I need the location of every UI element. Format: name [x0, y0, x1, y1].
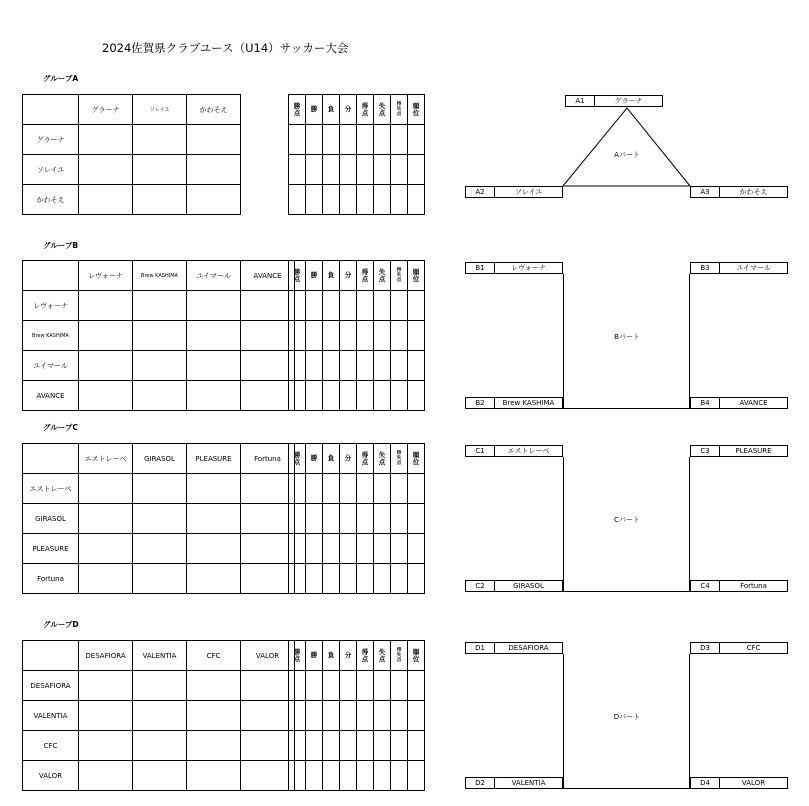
score-cell[interactable]: [133, 321, 187, 351]
score-cell[interactable]: [133, 671, 187, 701]
standings-table: [288, 443, 425, 594]
column-header: Brew KASHIMA: [133, 261, 187, 291]
stat-cell[interactable]: [289, 761, 306, 791]
bracket-line: [689, 654, 690, 789]
stat-cell[interactable]: [408, 731, 425, 761]
slot-code: A3: [691, 187, 720, 197]
slot-team-name: ソレイユ: [514, 188, 543, 196]
stat-cell[interactable]: [306, 321, 323, 351]
team-slot: [465, 642, 563, 654]
stat-cell[interactable]: [374, 761, 391, 791]
slot-team-name: Fortuna: [740, 582, 767, 590]
stat-cell[interactable]: [357, 504, 374, 534]
stat-cell[interactable]: [289, 564, 306, 594]
stat-cell[interactable]: [408, 351, 425, 381]
stat-cell[interactable]: [357, 731, 374, 761]
score-cell[interactable]: [187, 474, 241, 504]
row-header: AVANCE: [23, 381, 79, 411]
slot-code: B1: [466, 263, 495, 273]
slot-team-name: ユイマール: [736, 264, 771, 272]
stat-header: 分: [340, 444, 357, 474]
stat-header: 順 位: [408, 95, 425, 125]
part-label: Bパート: [614, 333, 640, 341]
team-slot: [690, 445, 788, 457]
row-header: GIRASOL: [23, 504, 79, 534]
score-cell[interactable]: [79, 504, 133, 534]
stat-cell[interactable]: [340, 351, 357, 381]
stat-cell[interactable]: [391, 761, 408, 791]
slot-team-name: PLEASURE: [735, 447, 772, 455]
team-slot: [690, 397, 788, 409]
stat-header: 勝 点: [289, 641, 306, 671]
stat-cell[interactable]: [391, 474, 408, 504]
bracket-line: [563, 274, 564, 409]
row-header: VALENTIA: [23, 701, 79, 731]
stat-cell[interactable]: [408, 504, 425, 534]
column-header: VALOR: [241, 641, 295, 671]
stat-header: 負: [323, 444, 340, 474]
corner-cell: [23, 641, 79, 671]
score-cell[interactable]: [79, 731, 133, 761]
score-cell[interactable]: [241, 351, 295, 381]
column-header: GIRASOL: [133, 444, 187, 474]
stat-header: 順 位: [408, 261, 425, 291]
score-cell[interactable]: [133, 474, 187, 504]
score-cell[interactable]: [241, 504, 295, 534]
score-cell[interactable]: [187, 321, 241, 351]
stat-cell[interactable]: [391, 534, 408, 564]
slot-team-name: DESAFIORA: [508, 644, 549, 652]
column-header: エストレーべ: [79, 444, 133, 474]
stat-cell[interactable]: [306, 731, 323, 761]
stat-cell[interactable]: [408, 291, 425, 321]
slot-team-name: VALOR: [741, 779, 766, 787]
stat-cell[interactable]: [306, 534, 323, 564]
stat-cell[interactable]: [306, 564, 323, 594]
stat-cell[interactable]: [323, 701, 340, 731]
stat-cell[interactable]: [323, 381, 340, 411]
stat-cell[interactable]: [323, 761, 340, 791]
score-cell[interactable]: [187, 671, 241, 701]
slot-team-name: AVANCE: [739, 399, 768, 407]
stat-cell[interactable]: [289, 504, 306, 534]
team-slot: [690, 262, 788, 274]
stat-cell[interactable]: [391, 504, 408, 534]
stat-cell[interactable]: [374, 381, 391, 411]
stat-cell[interactable]: [323, 731, 340, 761]
score-cell[interactable]: [79, 381, 133, 411]
score-cell[interactable]: [241, 321, 295, 351]
row-header: ソレイユ: [23, 155, 79, 185]
column-header: VALENTIA: [133, 641, 187, 671]
score-cell[interactable]: [241, 534, 295, 564]
row-header: エストレーべ: [23, 474, 79, 504]
score-cell[interactable]: [241, 761, 295, 791]
stat-cell[interactable]: [357, 291, 374, 321]
slot-code: D3: [691, 643, 720, 653]
slot-team-name: レヴォーナ: [511, 264, 546, 272]
stat-cell[interactable]: [340, 731, 357, 761]
bracket-line: [563, 788, 690, 789]
stat-header: 勝 点: [289, 95, 306, 125]
stat-cell[interactable]: [408, 671, 425, 701]
stat-cell[interactable]: [306, 351, 323, 381]
stat-cell[interactable]: [357, 564, 374, 594]
stat-cell[interactable]: [289, 321, 306, 351]
stat-cell[interactable]: [340, 504, 357, 534]
bracket-line: [689, 457, 690, 592]
stat-cell[interactable]: [306, 761, 323, 791]
team-slot: [690, 580, 788, 592]
stat-cell[interactable]: [391, 701, 408, 731]
stat-header: 得 失 点: [391, 261, 408, 291]
score-cell[interactable]: [79, 351, 133, 381]
row-header: かわそえ: [23, 185, 79, 215]
stat-cell[interactable]: [357, 474, 374, 504]
slot-code: B4: [691, 398, 720, 408]
stat-cell[interactable]: [357, 351, 374, 381]
match-table: [22, 443, 295, 594]
column-header: レヴォーナ: [79, 261, 133, 291]
stat-header: 失 点: [374, 261, 391, 291]
stat-cell[interactable]: [323, 321, 340, 351]
stat-cell[interactable]: [289, 701, 306, 731]
stat-cell[interactable]: [323, 474, 340, 504]
score-cell[interactable]: [187, 291, 241, 321]
score-cell[interactable]: [187, 701, 241, 731]
group-label: グループC: [43, 423, 78, 432]
team-slot: [465, 445, 563, 457]
stat-cell[interactable]: [357, 761, 374, 791]
stat-header: 負: [323, 261, 340, 291]
stat-header: 失 点: [374, 444, 391, 474]
slot-code: C4: [691, 581, 720, 591]
score-cell[interactable]: [241, 731, 295, 761]
score-cell[interactable]: [241, 564, 295, 594]
stat-cell[interactable]: [391, 381, 408, 411]
stat-cell[interactable]: [323, 564, 340, 594]
team-slot: [465, 397, 563, 409]
slot-code: C1: [466, 446, 495, 456]
team-slot: [465, 262, 563, 274]
slot-code: D2: [466, 778, 495, 788]
stat-header: 順 位: [408, 641, 425, 671]
group-label: グループB: [43, 241, 79, 250]
stat-header: 得 失 点: [391, 95, 408, 125]
column-header: Fortuna: [241, 444, 295, 474]
stat-cell[interactable]: [374, 504, 391, 534]
stat-cell[interactable]: [340, 761, 357, 791]
stat-cell[interactable]: [391, 564, 408, 594]
team-slot: [465, 777, 563, 789]
stat-cell[interactable]: [408, 761, 425, 791]
stat-cell[interactable]: [391, 291, 408, 321]
page-title: 2024佐賀県クラブユース（U14）サッカー大会: [102, 41, 349, 55]
part-label: Dパート: [613, 713, 641, 721]
score-cell[interactable]: [187, 761, 241, 791]
standings-table: [288, 260, 425, 411]
score-cell[interactable]: [187, 564, 241, 594]
group-label: グループA: [43, 74, 79, 83]
stat-header: 得 点: [357, 641, 374, 671]
slot-team-name: CFC: [746, 644, 761, 652]
stat-header: 分: [340, 641, 357, 671]
stat-header: 勝 点: [289, 444, 306, 474]
stat-cell[interactable]: [306, 381, 323, 411]
stat-header: 勝: [306, 641, 323, 671]
column-header: DESAFIORA: [79, 641, 133, 671]
row-header: レヴォーナ: [23, 291, 79, 321]
stat-cell[interactable]: [374, 291, 391, 321]
column-header: グラーナ: [79, 95, 133, 125]
score-cell[interactable]: [241, 701, 295, 731]
corner-cell: [23, 261, 79, 291]
stat-header: 勝 点: [289, 261, 306, 291]
score-cell[interactable]: [133, 731, 187, 761]
row-header: VALOR: [23, 761, 79, 791]
score-cell[interactable]: [79, 474, 133, 504]
match-table: [22, 260, 295, 411]
part-label: Cパート: [614, 516, 640, 524]
column-header: かわそえ: [187, 95, 241, 125]
slot-code: A1: [566, 96, 595, 106]
stat-cell[interactable]: [323, 291, 340, 321]
stat-cell[interactable]: [340, 291, 357, 321]
stat-header: 得 点: [357, 95, 374, 125]
row-header: PLEASURE: [23, 534, 79, 564]
row-header: DESAFIORA: [23, 671, 79, 701]
column-header: ソレイユ: [133, 95, 187, 125]
stat-cell[interactable]: [340, 474, 357, 504]
stat-cell[interactable]: [340, 381, 357, 411]
stat-cell[interactable]: [374, 671, 391, 701]
row-header: グラーナ: [23, 125, 79, 155]
score-cell[interactable]: [241, 381, 295, 411]
bracket-line: [563, 654, 564, 789]
stat-cell[interactable]: [374, 351, 391, 381]
stat-cell[interactable]: [374, 564, 391, 594]
column-header: CFC: [187, 641, 241, 671]
stat-header: 負: [323, 641, 340, 671]
standings-table: [288, 640, 425, 791]
slot-team-name: エストレーべ: [507, 447, 550, 455]
row-header: ユイマール: [23, 351, 79, 381]
stat-cell[interactable]: [289, 534, 306, 564]
match-table: [22, 640, 295, 791]
row-header: Brew KASHIMA: [23, 321, 79, 351]
stat-header: 負: [323, 95, 340, 125]
stat-cell[interactable]: [306, 671, 323, 701]
score-cell[interactable]: [187, 731, 241, 761]
slot-code: A2: [466, 187, 495, 197]
part-label: Aパート: [614, 151, 640, 159]
corner-cell: [23, 444, 79, 474]
stat-cell[interactable]: [408, 321, 425, 351]
slot-team-name: GIRASOL: [513, 582, 544, 590]
bracket-line: [563, 408, 690, 409]
score-cell[interactable]: [79, 291, 133, 321]
stat-cell[interactable]: [340, 534, 357, 564]
stat-header: 勝: [306, 444, 323, 474]
stat-cell[interactable]: [374, 321, 391, 351]
stat-cell[interactable]: [374, 731, 391, 761]
group-label: グループD: [43, 620, 79, 629]
stat-cell[interactable]: [391, 731, 408, 761]
stat-cell[interactable]: [289, 474, 306, 504]
stat-header: 順 位: [408, 444, 425, 474]
stat-header: 得 失 点: [391, 641, 408, 671]
stat-cell[interactable]: [323, 504, 340, 534]
slot-code: B3: [691, 263, 720, 273]
stat-cell[interactable]: [323, 534, 340, 564]
score-cell[interactable]: [133, 291, 187, 321]
stat-cell[interactable]: [374, 701, 391, 731]
score-cell[interactable]: [187, 534, 241, 564]
stat-cell[interactable]: [306, 504, 323, 534]
stat-cell[interactable]: [408, 701, 425, 731]
score-cell[interactable]: [79, 701, 133, 731]
stat-header: 分: [340, 95, 357, 125]
slot-code: D4: [691, 778, 720, 788]
stat-cell[interactable]: [289, 381, 306, 411]
score-cell[interactable]: [187, 351, 241, 381]
stat-header: 得 点: [357, 444, 374, 474]
stat-cell[interactable]: [340, 701, 357, 731]
stat-cell[interactable]: [340, 321, 357, 351]
stat-cell[interactable]: [306, 291, 323, 321]
slot-code: C3: [691, 446, 720, 456]
bracket-line: [563, 591, 690, 592]
slot-team-name: グラーナ: [614, 97, 643, 105]
score-cell[interactable]: [79, 564, 133, 594]
score-cell[interactable]: [133, 564, 187, 594]
slot-team-name: かわそえ: [739, 188, 768, 196]
stat-header: 分: [340, 261, 357, 291]
stat-cell[interactable]: [289, 291, 306, 321]
stat-cell[interactable]: [289, 731, 306, 761]
stat-header: 失 点: [374, 95, 391, 125]
row-header: Fortuna: [23, 564, 79, 594]
stat-cell[interactable]: [357, 671, 374, 701]
score-cell[interactable]: [79, 671, 133, 701]
score-cell[interactable]: [187, 381, 241, 411]
score-cell[interactable]: [133, 381, 187, 411]
score-cell[interactable]: [187, 504, 241, 534]
score-cell[interactable]: [241, 291, 295, 321]
score-cell[interactable]: [133, 761, 187, 791]
bracket-line: [563, 457, 564, 592]
score-cell[interactable]: [133, 534, 187, 564]
stat-header: 得 失 点: [391, 444, 408, 474]
stat-cell[interactable]: [408, 381, 425, 411]
stat-cell[interactable]: [408, 534, 425, 564]
stat-cell[interactable]: [391, 321, 408, 351]
row-header: CFC: [23, 731, 79, 761]
stat-cell[interactable]: [289, 671, 306, 701]
stat-cell[interactable]: [391, 671, 408, 701]
stat-cell[interactable]: [357, 381, 374, 411]
stat-cell[interactable]: [323, 351, 340, 381]
score-cell[interactable]: [241, 671, 295, 701]
score-cell[interactable]: [133, 701, 187, 731]
stat-cell[interactable]: [306, 474, 323, 504]
slot-code: B2: [466, 398, 495, 408]
stat-cell[interactable]: [357, 321, 374, 351]
team-slot: [465, 580, 563, 592]
stat-cell[interactable]: [323, 671, 340, 701]
stat-cell[interactable]: [357, 534, 374, 564]
score-cell[interactable]: [133, 351, 187, 381]
stat-header: 得 点: [357, 261, 374, 291]
stat-cell[interactable]: [408, 564, 425, 594]
team-slot: [690, 642, 788, 654]
slot-team-name: Brew KASHIMA: [502, 399, 555, 407]
stat-cell[interactable]: [289, 351, 306, 381]
score-cell[interactable]: [241, 474, 295, 504]
stat-header: 勝: [306, 95, 323, 125]
score-cell[interactable]: [79, 534, 133, 564]
bracket-line: [689, 274, 690, 409]
stat-cell[interactable]: [357, 701, 374, 731]
score-cell[interactable]: [79, 761, 133, 791]
score-cell[interactable]: [133, 504, 187, 534]
column-header: ユイマール: [187, 261, 241, 291]
stat-cell[interactable]: [374, 534, 391, 564]
column-header: AVANCE: [241, 261, 295, 291]
slot-team-name: VALENTIA: [511, 779, 546, 787]
column-header: PLEASURE: [187, 444, 241, 474]
slot-code: D1: [466, 643, 495, 653]
stat-header: 勝: [306, 261, 323, 291]
stat-cell[interactable]: [340, 671, 357, 701]
stat-cell[interactable]: [374, 474, 391, 504]
score-cell[interactable]: [79, 321, 133, 351]
team-slot: [690, 777, 788, 789]
slot-code: C2: [466, 581, 495, 591]
stat-header: 失 点: [374, 641, 391, 671]
stat-cell[interactable]: [306, 701, 323, 731]
stat-cell[interactable]: [340, 564, 357, 594]
stat-cell[interactable]: [391, 351, 408, 381]
stat-cell[interactable]: [408, 474, 425, 504]
